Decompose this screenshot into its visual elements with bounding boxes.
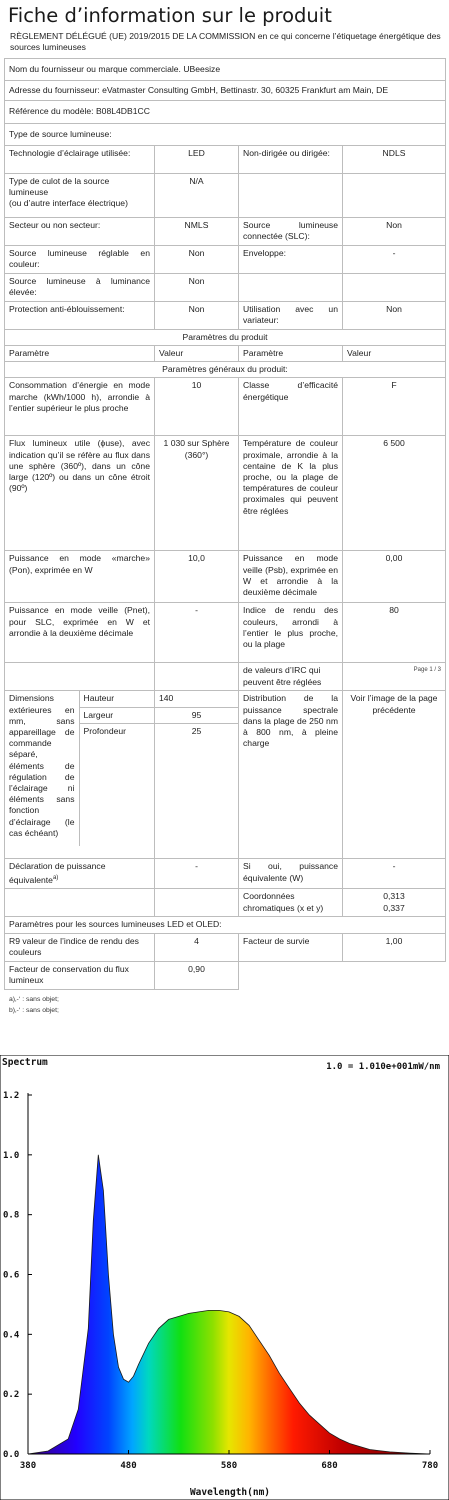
- lumen-maintenance-label: Facteur de conservation du flux lumineux: [5, 961, 155, 989]
- empty-cell: [5, 889, 155, 917]
- directional-label: Non-dirigée ou dirigée:: [239, 145, 343, 173]
- supplier-label: Nom du fournisseur ou marque commerciale.: [9, 64, 181, 74]
- supplier-row: [5, 59, 446, 81]
- empty-cell: [343, 173, 446, 217]
- connected-value: Non: [343, 217, 446, 245]
- address-label: Adresse du fournisseur:: [9, 85, 100, 96]
- empty-cell: [239, 961, 343, 989]
- directional-value: NDLS: [343, 145, 446, 173]
- efficiency-class-label: Classe d’efficacité énergétique: [239, 378, 343, 436]
- chromaticity-y: 0,337: [383, 902, 405, 913]
- equivalent-power-label-cell: [5, 859, 155, 889]
- product-info-table: [4, 58, 446, 990]
- r9-label: R9 valeur de l’indice de rendu des couleurs: [5, 933, 155, 961]
- standby-power-value: 0,00: [343, 551, 446, 603]
- x-axis-label: Wavelength(nm): [189, 1487, 271, 1498]
- anti-glare-label: Protection anti-éblouissement:: [5, 301, 155, 329]
- width-label: Largeur: [79, 707, 154, 723]
- general-params-header: Paramètres généraux du produit:: [5, 362, 446, 378]
- tech-label: Technologie d’éclairage utilisée:: [5, 145, 155, 173]
- lumen-maintenance-value: 0,90: [155, 961, 239, 989]
- depth-value: 25: [191, 725, 202, 736]
- product-information-sheet: [4, 2, 446, 1016]
- y-tick-label: 1.0: [3, 1150, 20, 1161]
- cct-label: Température de couleur proximale, arrondie à la centaine de K la plus proche, ou la plage de températures de couleur proximales qui peuvent être réglées: [239, 436, 343, 551]
- height-label: Hauteur: [79, 691, 154, 707]
- high-luminance-label: Source lumineuse à luminance élevée:: [5, 273, 155, 301]
- survival-factor-label: Facteur de survie: [239, 933, 343, 961]
- mains-value: NMLS: [155, 217, 239, 245]
- spectral-distribution-value: Voir l’image de la page précédente: [343, 691, 446, 859]
- survival-factor-value: 1,00: [343, 933, 446, 961]
- x-tick-label: 580: [220, 1461, 238, 1471]
- dimmer-label: Utilisation avec un variateur:: [239, 301, 343, 329]
- equivalent-power-value: -: [155, 859, 239, 889]
- energy-consumption-value: 10: [155, 378, 239, 436]
- empty-cell: [343, 961, 446, 989]
- standby-power-label: Puissance en mode veille (Psb), exprimée en W et arrondie à la deuxième décimale: [239, 551, 343, 603]
- y-tick-label: 0.0: [3, 1450, 20, 1460]
- chromaticity-value: [343, 889, 446, 917]
- dimensions-label: Dimensions extérieures en mm, sans appareillage de commande séparé, éléments de régulation de l’éclairage ni éléments sans fonction d’éclairage (le cas échéant): [5, 691, 79, 845]
- spectrum-svg: [0, 1055, 449, 1500]
- x-tick-label: 780: [421, 1461, 439, 1471]
- empty-cell: [343, 273, 446, 301]
- connected-label: Source lumineuse connectée (SLC):: [239, 217, 343, 245]
- product-params-header: Paramètres du produit: [5, 329, 446, 345]
- x-tick-label: 380: [19, 1461, 37, 1471]
- network-standby-value: -: [155, 603, 239, 663]
- x-tick-label: 480: [120, 1461, 137, 1471]
- colour-tunable-value: Non: [155, 245, 239, 273]
- cap-type-label-line1: Type de culot de la source lumineuse: [9, 175, 110, 198]
- model-value: B08L4DB1CC: [95, 106, 150, 117]
- page-number: Page 1 / 3: [343, 663, 446, 691]
- chart-scale-note: 1.0 = 1.010e+001mW/nm: [326, 1062, 440, 1072]
- on-mode-power-label: Puissance en mode «marche» (Pon), exprimée en W: [5, 551, 155, 603]
- y-tick-label: 0.8: [3, 1210, 20, 1221]
- led-params-header: Paramètres pour les sources lumineuses LED et OLED:: [5, 917, 446, 933]
- equivalent-power-label: Déclaration de puissance équivalente: [9, 861, 106, 885]
- dimmer-value: Non: [343, 301, 446, 329]
- energy-consumption-label: Consommation d’énergie en mode marche (kWh/1000 h), arrondie à l’entier supérieur le plus proche: [5, 378, 155, 436]
- mains-label: Secteur ou non secteur:: [5, 217, 155, 245]
- regulation-text: RÈGLEMENT DÉLÉGUÉ (UE) 2019/2015 DE LA COMMISSION en ce qui concerne l’étiquetage énergétique des sources lumineuses: [10, 31, 441, 52]
- y-tick-label: 0.6: [3, 1270, 20, 1281]
- param-col-header: Paramètre: [5, 346, 155, 362]
- empty-cell: [155, 663, 239, 691]
- cri-value: 80: [343, 603, 446, 663]
- cap-type-label-line2: (ou d’autre interface électrique): [9, 198, 128, 209]
- supplier-value: UBeesize: [183, 64, 221, 74]
- footnotes: [9, 994, 446, 1016]
- network-standby-label: Puissance en mode veille (Pnet), pour SLC, exprimée en W et arrondie à la deuxième décimale: [5, 603, 155, 663]
- chromaticity-x: 0,313: [383, 891, 405, 902]
- y-tick-label: 0.4: [3, 1330, 20, 1341]
- cct-value: 6 500: [343, 436, 446, 551]
- spectral-distribution-label: Distribution de la puissance spectrale dans la plage de 250 nm à 800 nm, à pleine charge: [239, 691, 343, 859]
- empty-cell: [5, 663, 155, 691]
- dimensions-subtable: [5, 691, 154, 845]
- y-tick-label: 0.2: [3, 1390, 20, 1401]
- luminous-flux-value: 1 030 sur Sphère (360°): [155, 436, 239, 551]
- cri-label-continued: de valeurs d’IRC qui peuvent être réglées: [239, 663, 343, 691]
- address-value: eVatmaster Consulting GmbH, Bettinastr. 30, 60325 Frankfurt am Main, DE: [102, 85, 389, 96]
- empty-cell: [239, 173, 343, 217]
- x-tick-label: 680: [321, 1461, 338, 1471]
- anti-glare-value: Non: [155, 301, 239, 329]
- tech-value: LED: [155, 145, 239, 173]
- model-label: Référence du modèle:: [9, 106, 94, 117]
- on-mode-power-value: 10,0: [155, 551, 239, 603]
- address-row: [5, 81, 446, 101]
- sheet-title: Fiche d’information sur le produit: [8, 4, 332, 27]
- value-col-header: Valeur: [343, 346, 446, 362]
- footnote-a: a)‚-‘ : sans objet;: [9, 995, 59, 1003]
- equivalent-watt-label: Si oui, puissance équivalente (W): [239, 859, 343, 889]
- footnote-marker: a): [52, 874, 59, 881]
- footnote-b: b)‚-‘ : sans objet;: [9, 1006, 59, 1014]
- cri-label: Indice de rendu des couleurs, arrondi à l’entier le plus proche, ou la plage: [239, 603, 343, 663]
- r9-value: 4: [155, 933, 239, 961]
- value-col-header: Valeur: [155, 346, 239, 362]
- high-luminance-value: Non: [155, 273, 239, 301]
- luminous-flux-label: Flux lumineux utile (ϕuse), avec indication qu’il se réfère au flux dans une sphère (360º), dans un cône large (120º) ou dans un cône étroit (90º): [5, 436, 155, 551]
- model-row: [5, 101, 446, 123]
- chart-title: Spectrum: [2, 1057, 48, 1068]
- dimensions-values-cell: [155, 691, 239, 859]
- y-tick-label: 1.2: [3, 1091, 20, 1101]
- depth-label: Profondeur: [83, 725, 127, 736]
- width-value: 95: [155, 708, 238, 724]
- empty-cell: [239, 273, 343, 301]
- equivalent-watt-value: -: [343, 859, 446, 889]
- envelope-label: Enveloppe:: [239, 245, 343, 273]
- cap-type-value: N/A: [155, 173, 239, 217]
- cap-type-label: [5, 173, 155, 217]
- chromaticity-label: Coordonnées chromatiques (x et y): [239, 889, 343, 917]
- source-type-header: Type de source lumineuse:: [5, 123, 446, 145]
- efficiency-class-value: F: [343, 378, 446, 436]
- spectrum-chart: [0, 1055, 449, 1500]
- colour-tunable-label: Source lumineuse réglable en couleur:: [5, 245, 155, 273]
- empty-cell: [155, 889, 239, 917]
- envelope-value: -: [343, 245, 446, 273]
- dimensions-cell: [5, 691, 155, 859]
- param-col-header: Paramètre: [239, 346, 343, 362]
- height-value: 140: [155, 691, 238, 707]
